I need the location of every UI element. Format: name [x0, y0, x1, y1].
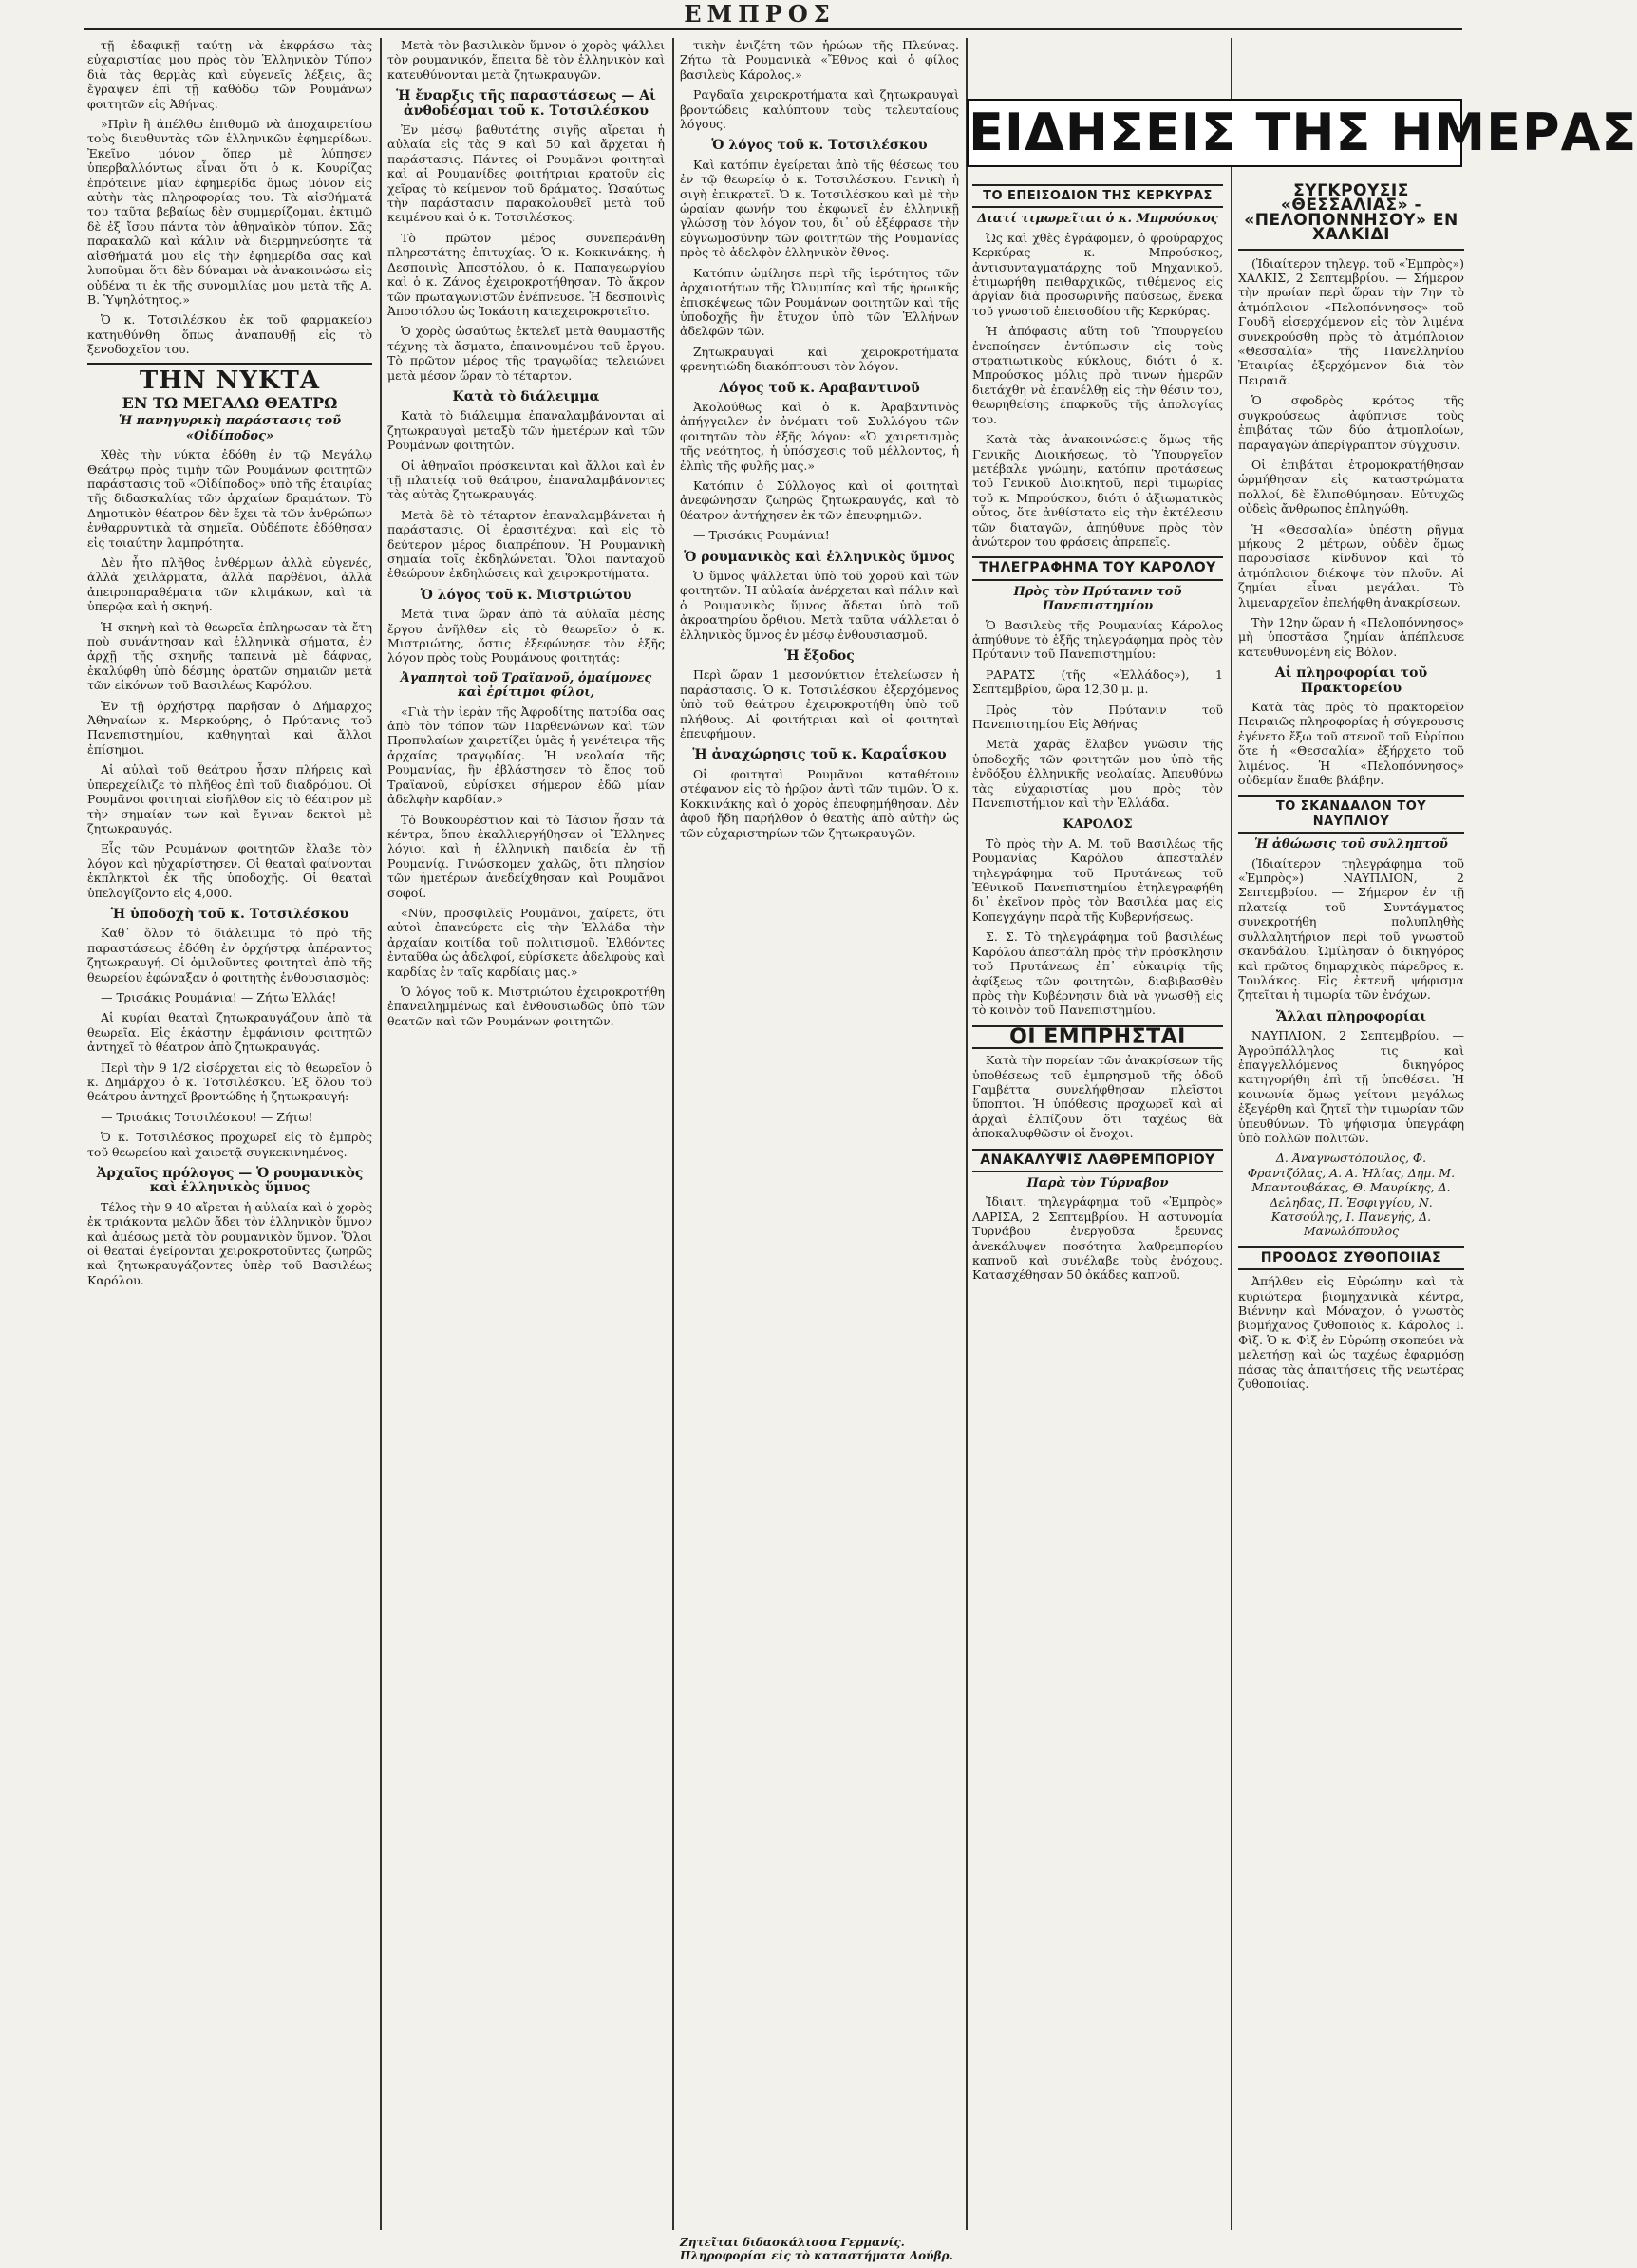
headline-telegram: ΤΗΛΕΓΡΑΦΗΜΑ ΤΟΥ ΚΑΡΟΛΟΥ: [972, 556, 1223, 580]
headline-speech: Ὁ λόγος τοῦ κ. Μιστριώτου: [420, 587, 632, 603]
article-paragraph: Μετὰ δὲ τὸ τέταρτον ἐπαναλαμβάνεται ἡ παράστασις. Οἱ ἐρασιτέχναι καὶ εἰς τὸ δεύτερον μέρος διαπρέπουν. Ἡ Ρουμανικὴ σημαία τοῖς ἐκδηλώνεται. Ὅλοι πανταχοῦ ἐθεώρουν ἐκδηλώσεις καὶ χειροκροτήματα.: [387, 507, 665, 581]
headline-prologue: Ἀρχαῖος πρόλογος — Ὁ ρουμανικὸς καὶ ἑλληνικὸς ὕμνος: [96, 1166, 364, 1196]
article-paragraph: Ὁ λόγος τοῦ κ. Μιστριώτου ἐχειροκροτήθη ἐπανειλημμένως καὶ ἐνθουσιωδῶς ὑπὸ τῶν θεατῶν καὶ τῶν Ρουμάνων φοιτητῶν.: [387, 984, 665, 1028]
article-paragraph: Τέλος τὴν 9 40 αἴρεται ἡ αὐλαία καὶ ὁ χορὸς ἐκ τριάκοντα μελῶν ἄδει τὸν ἑλληνικὸν ὕμνον καὶ ἀμέσως μετὰ τὸν ρουμανικὸν ὕμνον. Ὅλοι οἱ θεαταὶ ἐγείρονται χειροκροτοῦντες ζωηρῶς καὶ ζητωκραυγάζοντες ὑπὲρ τοῦ Βασιλέως Καρόλου.: [87, 1199, 372, 1287]
article-paragraph: Κατὰ τὴν πορείαν τῶν ἀνακρίσεων τῆς ὑποθέσεως τοῦ ἐμπρησμοῦ τῆς ὁδοῦ Γαμβέττα συνελήφθησαν πλεῖστοι ὕποπτοι. Ἡ ὑπόθεσις προχωρεῖ καὶ αἱ ἀρχαὶ ἐλπίζουν ὅτι ταχέως θὰ ἀποκαλυφθῶσιν οἱ ἔνοχοι.: [972, 1053, 1223, 1141]
headline-agency-info: Αἱ πληροφορίαι τοῦ Πρακτορείου: [1274, 665, 1428, 696]
article-paragraph: Οἱ ἐπιβάται ἐτρομοκρατήθησαν ὡρμήθησαν εἰς καταστρώματα πολλοί, δὲ ἔλιποθύμησαν. Εὐτυχῶς οὐδεὶς ἄνθρωπος ἐπληγώθη.: [1238, 457, 1464, 516]
headline-anthem: Ὁ ρουμανικὸς καὶ ἑλληνικὸς ὕμνος: [684, 549, 955, 565]
headline-exit: Ἡ ἔξοδος: [784, 648, 855, 665]
headline-nafplio-scandal: ΤΟ ΣΚΑΝΔΑΛΟΝ ΤΟΥ ΝΑΥΠΛΙΟΥ: [1238, 795, 1464, 834]
article-paragraph: (Ἰδιαίτερον τηλεγρ. τοῦ «Ἐμπρὸς») ΧΑΛΚΙΣ, 2 Σεπτεμβρίου. — Σήμερον τὴν πρωίαν περὶ ὥραν τὴν 7ην τὸ ἀτμόπλοιον «Πελοπόννησος» τοῦ Γουδῆ εἰσερχόμενον εἰς τὸν λιμένα συνεκρούσθη πρὸς τὸ ἀτμόπλοιον «Θεσσαλία» τῆς Πανελληνίου Ἑταιρίας ἐξερχόμενον διὰ τὸν Πειραιᾶ.: [1238, 255, 1464, 387]
headline-night: ΤΗΝ ΝΥΚΤΑ: [139, 366, 321, 395]
banner-title: ΕΙΔΗΣΕΙΣ ΤΗΣ ΗΜΕΡΑΣ: [969, 103, 1637, 162]
headline-totilescu: Ὁ λόγος τοῦ κ. Τοτσιλέσκου: [711, 138, 928, 154]
article-paragraph: Ὁ κ. Τοτσιλέσκου ἐκ τοῦ φαρμακείου κατηυθύνθη ὅπως ἀναπαυθῇ εἰς τὸ ξενοδοχεῖον του.: [87, 312, 372, 357]
news-of-the-day-banner: [967, 99, 1637, 167]
headline-kerkyra: ΤΟ ΕΠΕΙΣΟΔΙΟΝ ΤΗΣ ΚΕΡΚΥΡΑΣ: [972, 184, 1223, 208]
addressee: Πρὸς τὸν Πρύτανιν τοῦ Πανεπιστημίου Εἰς Ἀθήνας: [972, 702, 1223, 731]
subheadline-nafplio: Ἡ ἀθώωσις τοῦ συλληπτοῦ: [1254, 837, 1448, 853]
article-paragraph: Μετὰ τινα ὥραν ἀπὸ τὰ αὐλαῖα μέσης ἔργου ἀνῆλθεν εἰς τὸ θεωρεῖον ὁ κ. Μιστριώτης, ὅστις ἐξεφώνησε τὸν ἑξῆς λόγον πρὸς τοὺς Ρουμάνους φοιτητάς:: [387, 607, 665, 665]
article-paragraph: Ἡ σκηνὴ καὶ τὰ θεωρεῖα ἐπληρωσαν τὰ ἔτη ποὺ συνάντησαν καὶ ἑλληνικὰ σήματα, ἐν ἀρχῇ τῆς σκηνῆς ταπεινὰ μὲ δάφνας, ἐκαλύφθη ὑπὸ δέσμης ὁρατῶν σημαιῶν μετὰ τῶν εἰκόνων τοῦ Βασιλέως Καρόλου.: [87, 619, 372, 693]
cheers-line: — Τρισάκις Τοτσιλέσκου! — Ζήτω!: [101, 1109, 313, 1124]
column-5: [1238, 177, 1464, 2249]
article-paragraph: »Πρὶν ἢ ἀπέλθω ἐπιθυμῶ νὰ ἀποχαιρετίσω τοὺς διευθυντὰς τῶν ἑλληνικῶν ἐφημερίδων. Ἐκεῖνο μόνον ὅπερ μὲ λύπησεν ὑπερβαλλόντως εἶναι ὅτι ὁ κ. Κουρίζας ἐπρότεινε μίαν ἐφημερίδα ὅμως μόνον εἰς αὐτὴν τὰς πληροφορίας του. Τὰ αἰσθήματά του ταῦτα βεβαίως δὲν συμμερίζομαι, ἐκτιμῶ δὲ ἐξ ἴσου πάντα τὸν ἀθηναϊκὸν τύπον. Σᾶς παρακαλῶ καὶ κάλιν νὰ διερμηνεύσητε τὰ αἰσθήματά μου εἰς τὴν ἐφημερίδα σας καὶ λυποῦμαι ὅτι δὲν δύναμαι νὰ ἀνακοινώσω εἰς οὐδένα τι ἐκ τῆς συνομιλίας μου μετὰ τῆς Α. Β. Ὑψηλότητος.»: [87, 117, 372, 307]
headline-departure: Ἡ ἀναχώρησις τοῦ κ. Καραΐσκου: [692, 747, 947, 763]
divider: [1238, 249, 1464, 251]
article-paragraph: Σ. Σ. Τὸ τηλεγράφημα τοῦ βασιλέως Καρόλου ἀπεστάλη πρὸς τὴν πρόσκλησιν τοῦ Πρυτάνεως ἐπ᾽ εὐκαιρίᾳ τῆς ἀφίξεως τῶν φοιτητῶν, διαβιβασθὲν πρὸς τὴν Κυβέρνησιν διὰ νὰ γνωσθῇ εἰς τὸ κοινὸν τοῦ Πανεπιστημίου.: [972, 929, 1223, 1018]
signatories: Δ. Ἀναγνωστόπουλος, Φ. Φραντζόλας, Α. Α. Ἠλίας, Δημ. Μ. Μπαντουβάκας, Θ. Μαυρίκης, Δ. Δεληδας, Π. Ἐσφιγγίου, Ν. Κατσούλης, Ι. Πανεγής, Δ. Μανωλόπουλος: [1247, 1151, 1456, 1239]
article-paragraph: Ἀκολούθως καὶ ὁ κ. Ἀραβαντινὸς ἀπήγγειλεν ἐν ὀνόματι τοῦ Συλλόγου τῶν φοιτητῶν τὸν ἑξῆς λόγον: «Ὁ χαιρετισμὸς τῆς νεότητος, ἡ ὑπόσχεσις τοῦ μέλλοντος, ἡ ἐλπὶς τῆς φυλῆς μας.»: [680, 399, 959, 473]
column-rule: [672, 38, 674, 2230]
headline-start: Ἡ ἔναρξις τῆς παραστάσεως — Αἱ ἀνθοδέσμαι τοῦ κ. Τοτσιλέσκου: [396, 88, 656, 119]
article-paragraph: Καὶ κατόπιν ἐγείρεται ἀπὸ τῆς θέσεως του ἐν τῷ θεωρείῳ ὁ κ. Τοτσιλέσκου. Γενικὴ ἡ σιγὴ ἐπικρατεῖ. Ὁ κ. Τοτσιλέσκου καὶ μὲ τὴν ὡραίαν φωνήν του ἐκφωνεῖ ἐν ἑλληνικῇ γλώσσῃ τὸν λόγον του, δι᾽ οὗ ἐξέφρασε τὴν εὐγνωμοσύνην τῶν φοιτητῶν τῆς Ρουμανίας πρὸς τὸ ἀδελφὸν ἑλληνικὸν ἔθνος.: [680, 157, 959, 260]
column-4: [972, 177, 1223, 2249]
cheers-line: — Τρισάκις Ρουμάνια!: [693, 528, 830, 543]
article-paragraph: Μετὰ χαρᾶς ἔλαβον γνῶσιν τῆς ὑποδοχῆς τῶν φοιτητῶν μου ὑπὸ τῆς ἐνδόξου ἑλληνικῆς νεολαίας. Ἀπευθύνω τὰς εὐχαριστίας μου πρὸς τὸν Πανεπιστήμιον καὶ τὴν Ἑλλάδα.: [972, 737, 1223, 811]
article-paragraph: Ραγδαῖα χειροκροτήματα καὶ ζητωκραυγαὶ βροντώδεις καλύπτουν τοὺς τελευταίους λόγους.: [680, 87, 959, 132]
article-paragraph: Εἷς τῶν Ρουμάνων φοιτητῶν ἔλαβε τὸν λόγον καὶ ηὐχαρίστησεν. Οἱ θεαταὶ φαίνονται ἐκπληκτοὶ ἐκ τῆς ὑποδοχῆς. Οἱ θεαταὶ ὑπελογίζοντο εἰς 4,000.: [87, 841, 372, 900]
article-paragraph: «Γιὰ τὴν ἱερὰν τῆς Ἀφροδίτης πατρίδα σας ἀπὸ τὸν τόπον τῶν Παρθενώνων καὶ τῶν Προπυλαίων χαιρετίζει ὑμᾶς ἡ γενέτειρα τῆς ἀρχαίας τραγῳδίας. Ἡ νεολαία τῆς Ρουμανίας, ἣν ἐβλάστησεν τὸ ἔπος τοῦ Τραϊανοῦ, εὑρίσκει σήμερον ἐδῶ μίαν ἀδελφὴν καρδίαν.»: [387, 703, 665, 807]
article-paragraph: Καθ᾽ ὅλον τὸ διάλειμμα τὸ πρὸ τῆς παραστάσεως ἐδόθη ἐν ὀρχήστρᾳ ἀπέραντος ζητωκραυγή. Οἱ ὁμιλοῦντες φοιτηταὶ ἀπὸ τῆς θεωρείου ἐφώναξαν ὁ φοιτητὴς ἐνθουσιασμὸς:: [87, 926, 372, 984]
column-1: [87, 38, 372, 2249]
signature: ΚΑΡΟΛΟΣ: [1063, 817, 1133, 833]
article-paragraph: Αἱ αὐλαὶ τοῦ θεάτρου ἦσαν πλήρεις καὶ ὑπερεχείλιζε τὸ πλῆθος ἐπὶ τοῦ διαδρόμου. Οἱ Ρουμᾶνοι φοιτηταὶ εἰσῆλθον εἰς τὸ θέατρον μὲ τὴν σημαίαν των καὶ ἔγιναν δεκτοὶ μὲ ζητωκραυγάς.: [87, 762, 372, 835]
article-paragraph: Ὁ χορὸς ὡσαύτως ἐκτελεῖ μετὰ θαυμαστῆς τέχνης τὰ ἄσματα, ἐπαινουμένου τοῦ ἔργου. Τὸ πρῶτον μέρος τῆς τραγῳδίας τελειώνει μετὰ μέσον ὥραν τὸ τέταρτον.: [387, 324, 665, 383]
column-2: [387, 38, 665, 2249]
article-paragraph: Οἱ φοιτηταὶ Ρουμᾶνοι καταθέτουν στέφανον εἰς τὸ ἡρῷον ἀντὶ τῶν τιμῶν. Ὁ κ. Κοκκινάκης καὶ ὁ χορὸς ἐπευφημήθησαν. Δὲν ἀφοῦ ἤδη παρήλθον ὁ θεατὴς ἀπὸ αὐτὴν ὡς τῶν εὐχαριστηρίων τῶν ζητωκραυγῶν.: [680, 766, 959, 840]
headline-interval: Κατὰ τὸ διάλειμμα: [452, 388, 600, 404]
headline-theatre: ΕΝ ΤΩ ΜΕΓΑΛΩ ΘΕΑΤΡΩ: [122, 393, 338, 412]
article-paragraph: Κατὰ τὰς πρὸς τὸ πρακτορεῖον Πειραιῶς πληροφορίας ἡ σύγκρουσις ἐγένετο ἔξω τοῦ στενοῦ τοῦ Εὐρίπου ὅτε ἡ «Θεσσαλία» ἐξήρχετο τοῦ λιμένος. Ἡ «Πελοπόννησος» οὐδεμίαν ἔπαθε βλάβην.: [1238, 700, 1464, 788]
subheadline-kerkyra: Διατί τιμωρεῖται ὁ κ. Μπρούσκος: [977, 212, 1218, 227]
dateline: ΡΑΡΑΤΣ (τῆς «Ἑλλάδος»), 1 Σεπτεμβρίου, ὥρα 12,30 μ. μ.: [972, 666, 1223, 697]
subheadline-telegram: Πρὸς τὸν Πρύτανιν τοῦ Πανεπιστημίου: [1013, 584, 1182, 614]
article-paragraph: Χθὲς τὴν νύκτα ἐδόθη ἐν τῷ Μεγάλῳ Θεάτρῳ πρὸς τιμὴν τῶν Ρουμάνων φοιτητῶν παράστασις τοῦ «Οἰδίποδος» ὑπὸ τῆς ἑταιρίας τῆς διδασκαλίας τῶν ἀρχαίων δραμάτων. Τὸ Δημοτικὸν θέατρον δὲν ἔχει τὰ τῶν ἀνθρώπων ἐνθαρρυντικὰ τὰ σημεῖα. Οὐδέποτε ἐδόθησαν εἰς τοιαύτην λαμπρότητα.: [87, 447, 372, 550]
article-paragraph: Τὸ πρῶτον μέρος συνεπεράνθη πληρεστάτης ἐπιτυχίας. Ὁ κ. Κοκκινάκης, ἡ Δεσποινὶς Ἀποστόλου, ὁ κ. Παπαγεωργίου καὶ ὁ κ. Ζάνος ἐχειροκροτήθησαν. Τὸ ἄκρον τῶν πρωταγωνιστῶν ἐνέπνευσε. Ἡ δεσποινὶς Ἀποστόλου ὡς Ἰοκάστη κατεχειροκροτεῖτο.: [387, 230, 665, 318]
article-paragraph: Τὸ πρὸς τὴν Α. Μ. τοῦ Βασιλέως τῆς Ρουμανίας Καρόλου ἀπεσταλὲν τηλεγράφημα τοῦ Πρυτάνεως τοῦ Ἐθνικοῦ Πανεπιστημίου ἐτηλεγραφήθη δι᾽ ἐκεῖνον πρὸς τὸν Βασιλέα μας εἰς Κοπεγχάγην παρὰ τῆς Κυβερνήσεως.: [972, 835, 1223, 924]
masthead-title: ΕΜΠΡΟΣ: [684, 0, 836, 28]
article-paragraph: Ζητωκραυγαὶ καὶ χειροκροτήματα φρενητιώδη διακόπτουσι τὸν λόγον.: [680, 344, 959, 374]
article-paragraph: Ὡς καὶ χθὲς ἐγράφομεν, ὁ φρούραρχος Κερκύρας κ. Μπρούσκος, ἀντισυνταγματάρχης τοῦ Μηχανικοῦ, ἐτιμωρήθη πειθαρχικῶς, τιθέμενος εἰς ἀργίαν διὰ προσωρινῆς παύσεως, ἕνεκα τοῦ γνωστοῦ ἐπεισοδίου τῆς Κερκύρας.: [972, 230, 1223, 318]
subheadline-theatre: Ἡ πανηγυρικὴ παράστασις τοῦ «Οἰδίποδος»: [118, 414, 342, 443]
article-paragraph: Περὶ ὥραν 1 μεσονύκτιον ἐτελείωσεν ἡ παράστασις. Ὁ κ. Τοτσιλέσκου ἐξερχόμενος ὑπὸ τοῦ θεάτρου ἐχειροκροτήθη ὑπὸ τοῦ πλήθους. Αἱ φοιτήτριαι καὶ οἱ φοιτηταὶ ἐπευφήμουν.: [680, 667, 959, 741]
article-paragraph: Κατόπιν ὁ Σύλλογος καὶ οἱ φοιτηταὶ ἀνεφώνησαν ζωηρῶς ζητωκραυγάς, καὶ τὸ θέατρον ἀντήχησεν ἐκ τῶν ἐπευφημιῶν.: [680, 478, 959, 522]
divider: [87, 363, 372, 365]
article-paragraph: Μετὰ τὸν βασιλικὸν ὕμνον ὁ χορὸς ψάλλει τὸν ρουμανικόν, ἔπειτα δὲ τὸν ἑλληνικὸν καὶ κατευθύνονται μετὰ ζητωκραυγῶν.: [387, 38, 665, 82]
article-paragraph: Κατόπιν ὡμίλησε περὶ τῆς ἱερότητος τῶν ἀρχαιοτήτων τῆς Ὀλυμπίας καὶ τῆς ἡρωικῆς ἐπισκέψεως τῶν Ρουμάνων φοιτητῶν καὶ τῆς ὑποδοχῆς ἣν ἔτυχον ὑπὸ τῶν Ἑλλήνων ἀδελφῶν τῶν.: [680, 265, 959, 339]
article-paragraph: Ὁ ὕμνος ψάλλεται ὑπὸ τοῦ χοροῦ καὶ τῶν φοιτητῶν. Ἡ αὐλαία ἀνέρχεται καὶ πάλιν καὶ ὁ Ρουμανικὸς ὕμνος ἄδεται ὑπὸ τοῦ ἀκροατηρίου ὄρθιου. Μετὰ ταῦτα ψάλλεται ὁ ἑλληνικὸς ὕμνος ἐν μέσῳ ἐνθουσιασμοῦ.: [680, 569, 959, 642]
headline-arrival: Ἡ ὑποδοχὴ τοῦ κ. Τοτσιλέσκου: [110, 906, 349, 922]
article-paragraph: Κατὰ τὰς ἀνακοινώσεις ὅμως τῆς Γενικῆς Διοικήσεως, τὸ Ὑπουργεῖον μετέβαλε γνώμην, κατόπιν προτάσεως τοῦ Γενικοῦ Διοικητοῦ, περὶ τιμωρίας τοῦ κ. Μπρούσκου, διότι ὁ ἀξιωματικὸς οὗτος, ὅτε ἀνθίστατο εἰς τὴν ἐκτέλεσιν τῶν διαταγῶν, ἀπηύθυνε πρὸς τὸν ἀνώτερον του φράσεις ἀπρεπεῖς.: [972, 432, 1223, 549]
article-paragraph: Ὁ σφοδρὸς κρότος τῆς συγκρούσεως ἀφύπνισε τοὺς ἐπιβάτας τῶν δύο ἀτμοπλοίων, παραγαγὼν ἀπερίγραπτον σύγχυσιν.: [1238, 393, 1464, 452]
top-rule: [84, 28, 1462, 30]
column-rule: [380, 38, 382, 2230]
article-paragraph: «Νῦν, προσφιλεῖς Ρουμᾶνοι, χαίρετε, ὅτι αὐτοὶ ἐπανεύρετε εἰς τὴν Ἑλλάδα τὴν ἀρχαίαν κοιτίδα τοῦ πολιτισμοῦ. Ἐλθόντες ἐνταῦθα ὡς ἀδελφοί, εὑρίσκετε ἀδελφοὺς καὶ καρδίας ἐν ταῖς καρδίαις μας.»: [387, 905, 665, 979]
article-paragraph: Ἰδιαιτ. τηλεγράφημα τοῦ «Ἐμπρὸς» ΛΑΡΙΣΑ, 2 Σεπτεμβρίου. Ἡ αστυνομία Τυρνάβου ἐνεργοῦσα ἔρευνας ἀνεκάλυψεν ποσότητα λαθρεμπορίου καπνοῦ καὶ συνέλαβε τοὺς ἐνόχους. Κατασχέθησαν 50 ὀκάδες καπνοῦ.: [972, 1194, 1223, 1283]
article-paragraph: Τὸ Βουκουρέστιον καὶ τὸ Ἰάσιον ἦσαν τὰ κέντρα, ὅπου ἐκαλλιεργήθησαν οἱ Ἕλληνες λόγιοι καὶ ἡ ἑλληνικὴ παιδεία ἐν τῇ Ρουμανίᾳ. Γινώσκομεν χαλῶς, ὅτι πλησίον τῶν ἡμετέρων ἀνεδείχθησαν καὶ Ρουμᾶνοι σοφοί.: [387, 812, 665, 900]
subheadline-greeting: Ἀγαπητοὶ τοῦ Τραϊανοῦ, ὁμαίμονες καὶ ἐρίτιμοι φίλοι,: [400, 670, 652, 701]
article-paragraph: (Ἰδιαίτερον τηλεγράφημα τοῦ «Ἐμπρὸς») ΝΑΥΠΛΙΟΝ, 2 Σεπτεμβρίου. — Σήμερον ἐν τῇ πλατείᾳ τοῦ Συντάγματος συνεκροτήθη πολυπληθὴς συλλαλητήριον περὶ τοῦ γνωστοῦ σκανδάλου. Ὡμίλησαν ὁ δικηγόρος καὶ πρῶτος δημαρχικὸς πάρεδρος κ. Τουλάκος. Εἰς ἐκτενῆ ψήφισμα ζητεῖται ἡ τιμωρία τῶν ἐνόχων.: [1238, 855, 1464, 1003]
column-rule: [1231, 38, 1232, 2230]
article-paragraph: Ὁ Βασιλεὺς τῆς Ρουμανίας Κάρολος ἀπηύθυνε τὸ ἑξῆς τηλεγράφημα πρὸς τὸν Πρύτανιν τοῦ Πανεπιστημίου:: [972, 617, 1223, 662]
article-paragraph: Αἱ κυρίαι θεαταὶ ζητωκραυγάζουν ἀπὸ τὰ θεωρεῖα. Εἰς ἑκάστην ἐμφάνισιν φοιτητῶν ἀντηχεῖ τὸ θέατρον ἀπὸ ζητωκραυγάς.: [87, 1010, 372, 1055]
article-paragraph: τῇ ἐδαφικῇ ταύτῃ νὰ ἐκφράσω τὰς εὐχαριστίας μου πρὸς τὸν Ἑλληνικὸν Τύπον διὰ τὰς θερμὰς καὶ εὐγενεῖς λέξεις, ἃς ἔγραψεν ἐπὶ τῇ καθόδῳ τῶν Ρουμάνων φοιτητῶν εἰς Ἀθήνας.: [87, 38, 372, 111]
headline-aravantinos: Λόγος τοῦ κ. Αραβαντινοῦ: [719, 380, 920, 396]
headline-brewing: ΠΡΟΟΔΟΣ ΖΥΘΟΠΟΙΙΑΣ: [1238, 1246, 1464, 1270]
article-paragraph: Κατὰ τὸ διάλειμμα ἐπαναλαμβάνονται αἱ ζητωκραυγαὶ μεταξὺ τῶν ἡμετέρων καὶ τῶν Ρουμάνων φοιτητῶν.: [387, 408, 665, 453]
headline-smuggling: ΑΝΑΚΑΛΥΨΙΣ ΛΑΘΡΕΜΠΟΡΙΟΥ: [972, 1149, 1223, 1172]
article-paragraph: Ἡ ἀπόφασις αὕτη τοῦ Ὑπουργείου ἐνεποίησεν ἐντύπωσιν εἰς τοὺς στρατιωτικοὺς κύκλους, διότι ὁ κ. Μπρούσκος μόλις πρὸ τινων ἡμερῶν διετάχθη νὰ ἐπανέλθῃ εἰς τὴν θέσιν του, θεωρηθείσης ἐπαρκοῦς τῆς ἀπολογίας του.: [972, 324, 1223, 426]
classified-ad: Ζητεῖται διδασκάλισσα Γερμανίς. Πληροφορίαι εἰς τὸ καταστήματα Λούβρ.: [680, 2236, 953, 2262]
subheadline-smuggling: Παρὰ τὸν Τύρναβον: [1026, 1175, 1169, 1190]
article-paragraph: ΝΑΥΠΛΙΟΝ, 2 Σεπτεμβρίου. — Ἀγροϋπάλληλος τις καὶ ἐπαγγελλόμενος δικηγόρος κατηγορήθη ἐπὶ τῇ ὑποθέσει. Ἡ κοινωνία ὅμως γείτονι μεγάλως ἐξεγέρθη καὶ ζητεῖ τὴν τιμωρίαν τῶν ὑπευθύνων. Τὸ ψήφισμα ὑπεγράφη ὑπὸ πολλῶν πολιτῶν.: [1238, 1028, 1464, 1145]
article-paragraph: τικὴν ἐνιζέτη τῶν ἡρώων τῆς Πλεύνας. Ζήτω τὰ Ρουμανικὰ «Ἔθνος καὶ ὁ φίλος βασιλεὺς Κάρολος.»: [680, 38, 959, 82]
column-rule: [966, 38, 968, 2230]
headline-more-info: Ἄλλαι πληροφορίαι: [1275, 1008, 1427, 1024]
article-paragraph: Ἐν μέσῳ βαθυτάτης σιγῆς αἴρεται ἡ αὐλαία εἰς τὰς 9 καὶ 50 καὶ ἄρχεται ἡ παράστασις. Πάντες οἱ Ρουμᾶνοι φοιτηταὶ καὶ αἱ Ρουμανίδες φοιτήτριαι κρατοῦν εἰς χεῖρας τὸ κείμενον τοῦ δράματος. Ὡσαύτως τὴν παράστασιν παρακολουθεῖ μετὰ τοῦ κειμένου καὶ ὁ κ. Τοτσιλέσκος.: [387, 122, 665, 225]
article-paragraph: Ἡ «Θεσσαλία» ὑπέστη ρῆγμα μήκους 2 μέτρων, οὐδὲν ὅμως παρουσίασε κίνδυνον καὶ τὸ ἀτμόπλοιον διέκοψε τὸν πλοῦν. Αἱ ζημίαι εἶναι μεγάλαι. Τὸ λιμεναρχεῖον ἐπελήφθη ἀνακρίσεων.: [1238, 521, 1464, 609]
column-3: [680, 38, 959, 2249]
article-paragraph: Ὁ κ. Τοτσιλέσκος προχωρεῖ εἰς τὸ ἐμπρὸς τοῦ θεωρείου καὶ χαιρετᾷ συγκεκινημένος.: [87, 1130, 372, 1159]
article-paragraph: Δὲν ἦτο πλῆθος ἐνθέρμων ἀλλὰ εὐγενές, ἀλλὰ χειλάρματα, ἀλλὰ παρθένοι, ἀλλὰ ἀπειροπαραθέματα τῶν κλιμάκων, καὶ τὰ ὑπερῷα καὶ ἡ σκηνή.: [87, 555, 372, 614]
article-paragraph: Οἱ ἀθηναῖοι πρόσκεινται καὶ ἄλλοι καὶ ἐν τῇ πλατείᾳ τοῦ θεάτρου, ἐπαναλαμβάνοντες τὰς αὐτὰς ζητωκραυγάς.: [387, 458, 665, 502]
cheers-line: — Τρισάκις Ρουμάνια! — Ζήτω Ἑλλάς!: [101, 989, 337, 1004]
article-paragraph: Ἀπήλθεν εἰς Εὐρώπην καὶ τὰ κυριώτερα βιομηχανικὰ κέντρα, Βιέννην καὶ Μόναχον, ὁ γνωστὸς βιομήχανος ζυθοποιὸς κ. Κάρολος Ι. Φὶξ. Ὁ κ. Φὶξ ἐν Εὐρώπῃ σκοπεύει νὰ μελετήσῃ καὶ ὡς ταχέως ἐφαρμόσῃ πάσας τὰς ἀπαιτήσεις τῆς νεωτέρας ζυθοποιίας.: [1238, 1274, 1464, 1392]
headline-collision: ΣΥΓΚΡΟΥΣΙΣ «ΘΕΣΣΑΛΙΑΣ» - «ΠΕΛΟΠΟΝΝΗΣΟΥ» ΕΝ ΧΑΛΚΙΔΙ: [1244, 181, 1458, 245]
article-paragraph: Περὶ τὴν 9 1/2 εἰσέρχεται εἰς τὸ θεωρεῖον ὁ κ. Δημάρχου ὁ κ. Τοτσιλέσκου. Ἐξ ὅλου τοῦ θεάτρου ἀντηχεῖ βροντώδης ἡ ζητωκραυγή:: [87, 1059, 372, 1104]
masthead: [0, 0, 1519, 27]
headline-arsonists: ΟΙ ΕΜΠΡΗΣΤΑΙ: [972, 1025, 1223, 1049]
article-paragraph: Ἐν τῇ ὀρχήστρᾳ παρῆσαν ὁ Δήμαρχος Ἀθηναίων κ. Μερκούρης, ὁ Πρύτανις τοῦ Πανεπιστημίου, καθηγηταὶ καὶ ἄλλοι ἐπίσημοι.: [87, 698, 372, 757]
article-paragraph: Τὴν 12ην ὥραν ἡ «Πελοπόννησος» μὴ ὑποστᾶσα ζημίαν ἀπέπλευσε κατευθυνομένη εἰς Βόλον.: [1238, 614, 1464, 659]
